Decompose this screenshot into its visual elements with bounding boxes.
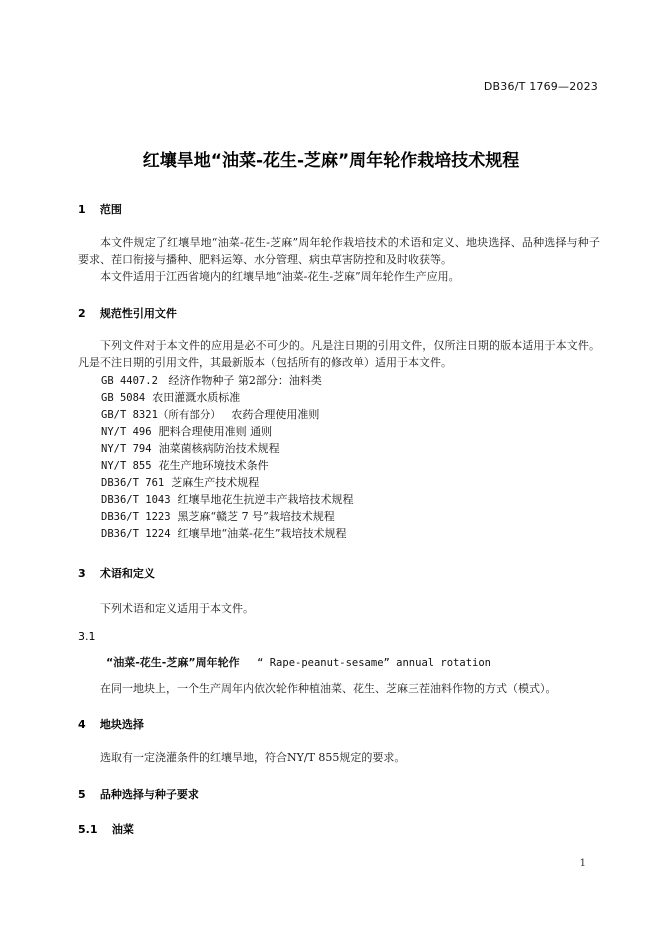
document-title: 红壤旱地“油菜-花生-芝麻”周年轮作栽培技术规程 [142, 151, 520, 171]
term-number: 3.1 [78, 630, 96, 643]
section-1-heading [78, 201, 122, 217]
field-selection-paragraph: 选取有一定浇灌条件的红壤旱地，符合NY/T 855规定的要求。 [100, 751, 406, 764]
section-3-heading [78, 565, 155, 581]
section-title: 品种选择与种子要求 [99, 788, 199, 801]
term-entry [106, 654, 491, 670]
reference-code: GB/T 8321（所有部分） [101, 409, 221, 421]
reference-title: 油菜菌核病防治技术规程 [158, 442, 280, 455]
section-4-heading [78, 716, 144, 732]
reference-code: NY/T 496 [101, 426, 152, 438]
term-english: “ Rape-peanut-sesame” annual rotation [257, 657, 491, 669]
reference-item [101, 457, 269, 475]
reference-code: GB 4407.2 [101, 375, 158, 387]
reference-title: 花生产地环境技术条件 [158, 459, 269, 472]
reference-item [101, 440, 280, 458]
reference-code: DB36/T 1223 [101, 511, 171, 523]
section-5-heading [78, 786, 199, 802]
reference-title: 经济作物种子 第2部分：油料类 [168, 374, 322, 387]
reference-code: NY/T 855 [101, 460, 152, 472]
reference-title: 红壤旱地“油菜-花生”栽培技术规程 [177, 527, 347, 540]
reference-code: DB36/T 761 [101, 477, 165, 489]
reference-item [101, 508, 335, 526]
scope-paragraph-1: 本文件规定了红壤旱地“油菜-花生-芝麻”周年轮作栽培技术的术语和定义、地块选择、品种选择与种子要求、茬口衔接与播种、肥料运筹、水分管理、病虫草害防控和及时收获等。 [78, 236, 600, 266]
section-number: 4 [78, 718, 86, 731]
section-number: 3 [78, 567, 86, 580]
reference-code: DB36/T 1224 [101, 528, 171, 540]
reference-title: 芝麻生产技术规程 [171, 476, 260, 489]
section-title: 规范性引用文件 [99, 307, 177, 320]
section-number: 2 [78, 307, 86, 320]
reference-code: DB36/T 1043 [101, 494, 171, 506]
section-title: 术语和定义 [99, 567, 155, 580]
reference-item [101, 474, 259, 492]
reference-title: 黑芝麻“赣芝 7 号”栽培技术规程 [177, 510, 335, 523]
section-title: 地块选择 [99, 718, 144, 731]
reference-title: 肥料合理使用准则 通则 [158, 425, 273, 438]
reference-title: 农田灌溉水质标准 [152, 391, 241, 404]
reference-item [101, 423, 272, 441]
term-chinese: “油菜-花生-芝麻”周年轮作 [106, 656, 240, 669]
reference-item [101, 491, 354, 509]
reference-item [101, 406, 319, 424]
section-number: 5 [78, 788, 86, 801]
reference-item [101, 372, 322, 390]
standard-code: DB36/T 1769—2023 [483, 80, 598, 93]
reference-title: 农药合理使用准则 [231, 408, 320, 421]
reference-item [101, 525, 347, 543]
section-2-heading [78, 305, 177, 321]
section-title: 范围 [99, 203, 122, 216]
reference-code: NY/T 794 [101, 443, 152, 455]
term-definition: 在同一地块上，一个生产周年内依次轮作种植油菜、花生、芝麻三茬油料作物的方式（模式）。 [100, 682, 557, 695]
reference-item [101, 389, 240, 407]
subsection-title: 油菜 [111, 823, 134, 836]
section-number: 1 [78, 203, 86, 216]
page-number: 1 [579, 858, 586, 869]
reference-title: 红壤旱地花生抗逆丰产栽培技术规程 [177, 493, 354, 506]
subsection-5-1-heading [78, 821, 134, 837]
subsection-number: 5.1 [78, 823, 98, 836]
terms-intro: 下列术语和定义适用于本文件。 [100, 602, 254, 615]
scope-paragraph-2: 本文件适用于江西省境内的红壤旱地“油菜-花生-芝麻”周年轮作生产应用。 [100, 270, 460, 283]
reference-code: GB 5084 [101, 392, 146, 404]
references-intro: 下列文件对于本文件的应用是必不可少的。凡是注日期的引用文件，仅所注日期的版本适用于本文件。凡是不注日期的引用文件，其最新版本（包括所有的修改单）适用于本文件。 [78, 339, 600, 369]
